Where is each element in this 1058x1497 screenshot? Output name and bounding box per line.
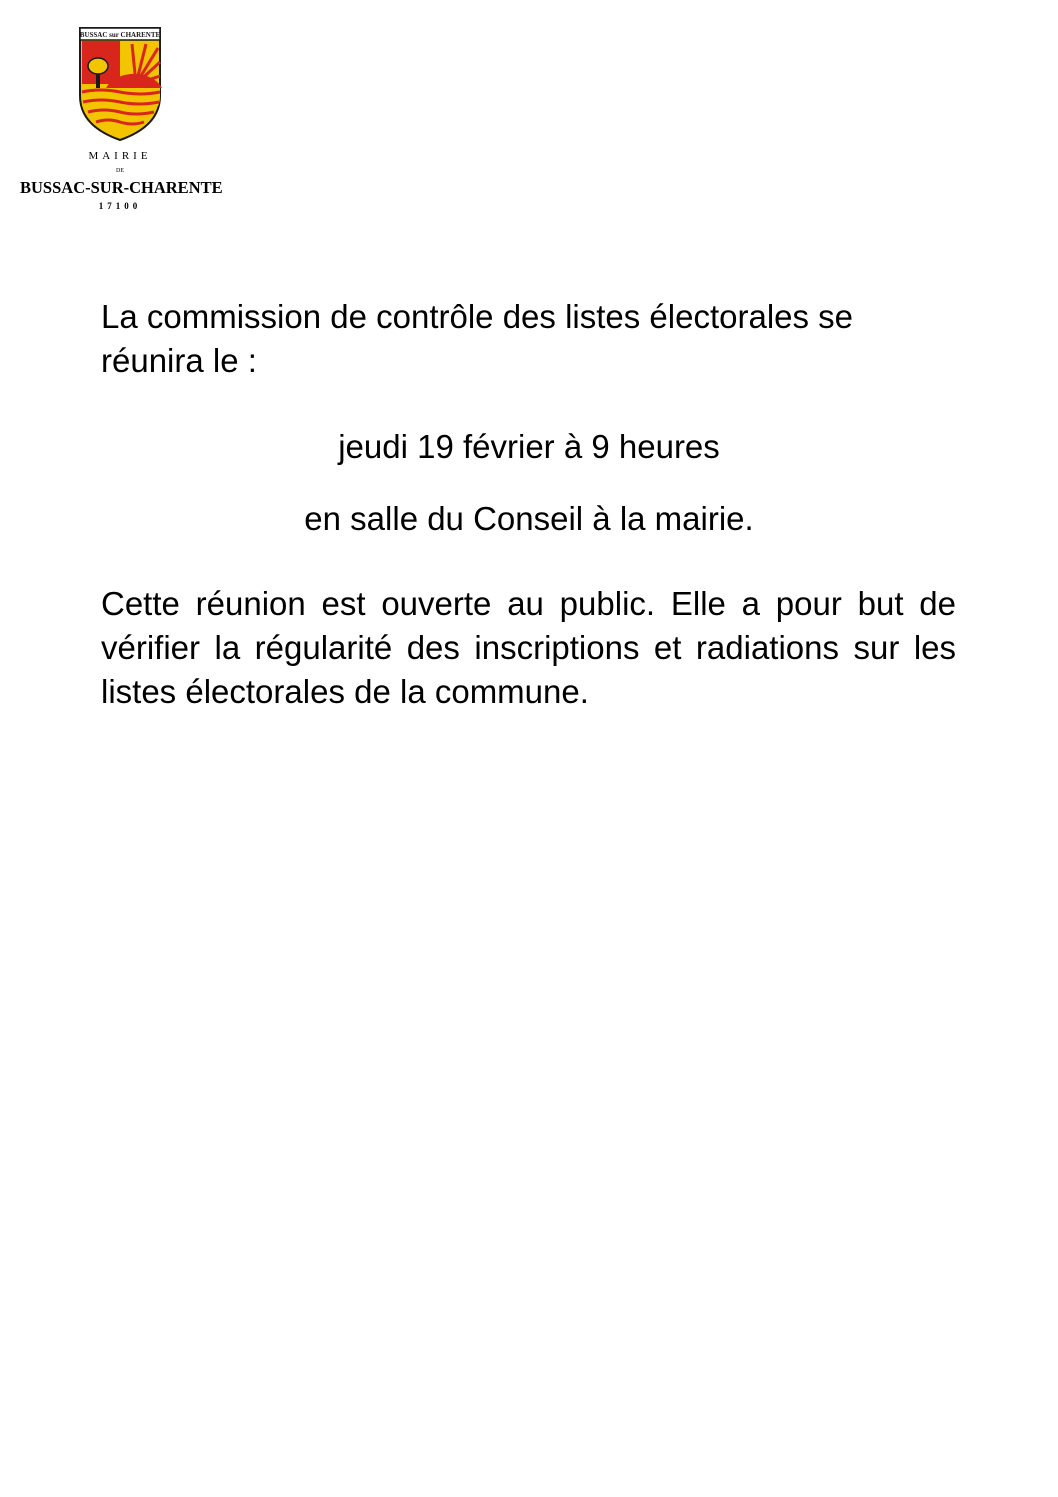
svg-text:BUSSAC sur CHARENTE: BUSSAC sur CHARENTE bbox=[79, 31, 161, 39]
meeting-date: jeudi 19 février à 9 heures bbox=[338, 428, 720, 465]
notice-paragraph: Cette réunion est ouverte au public. Elle a pour but de vérifier la régularité des inscriptions et radiations sur les listes électorales de la commune. bbox=[101, 585, 956, 710]
intro-paragraph: La commission de contrôle des listes électorales se réunira le : bbox=[101, 298, 854, 379]
postcode: 17100 bbox=[98, 201, 142, 211]
mairie-label: MAIRIE bbox=[88, 150, 152, 162]
meeting-place: en salle du Conseil à la mairie. bbox=[304, 500, 754, 537]
de-label: DE bbox=[116, 168, 124, 174]
commune-name: BUSSAC-SUR-CHARENTE bbox=[20, 178, 223, 197]
coat-of-arms-icon bbox=[76, 26, 164, 142]
letterhead bbox=[20, 26, 223, 212]
